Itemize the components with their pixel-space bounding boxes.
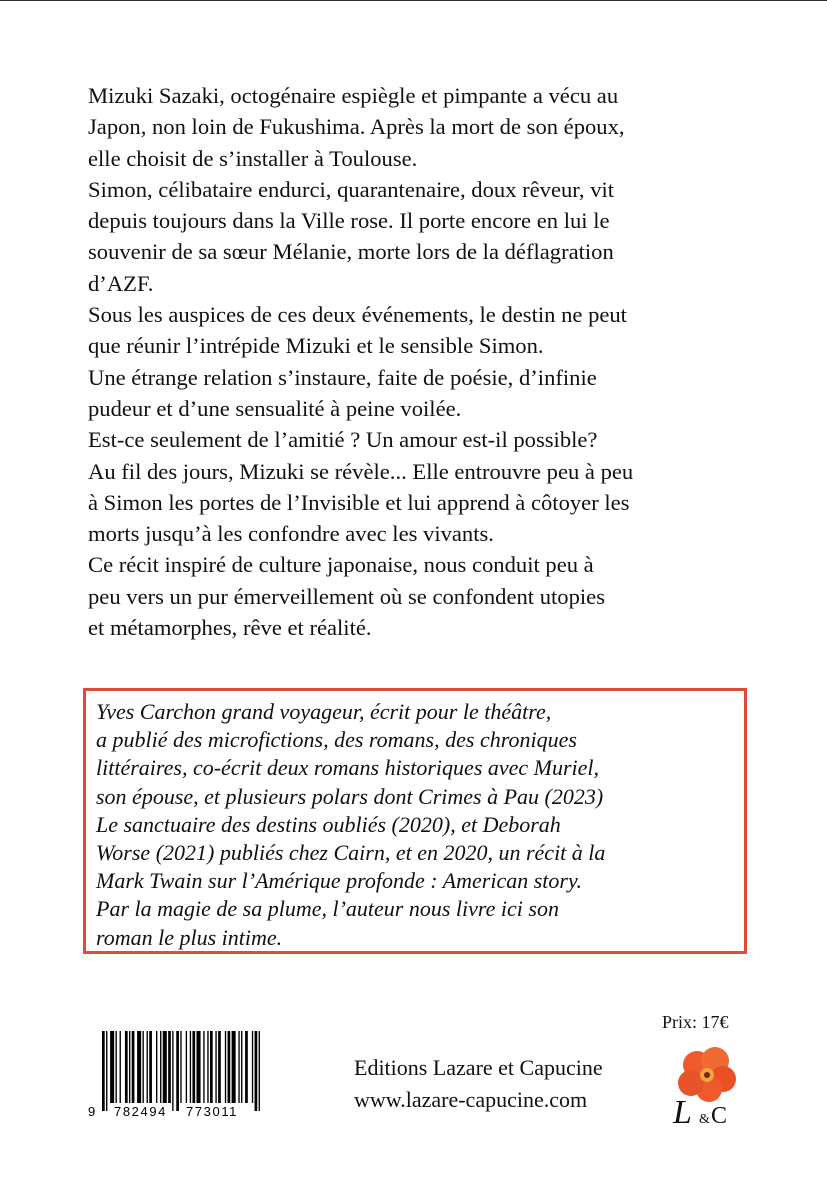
barcode-bar (218, 1031, 221, 1103)
barcode-first-digit: 9 (88, 1104, 96, 1119)
author-bio-box (83, 688, 747, 954)
price-label: Prix: 17€ (662, 1012, 729, 1032)
barcode-bar (120, 1031, 121, 1103)
author-bio-line: roman le plus intime. (96, 924, 283, 950)
barcode-bar (110, 1031, 114, 1103)
barcode-bar (172, 1031, 173, 1111)
synopsis-line: Mizuki Sazaki, octogénaire espiègle et pimpante a vécu au (88, 83, 619, 108)
barcode-bar (252, 1031, 253, 1103)
barcode-bar (197, 1031, 201, 1103)
synopsis-text (88, 80, 758, 643)
barcode-bar (176, 1031, 179, 1111)
author-bio-line: a publié des microfictions, des romans, des chroniques (96, 727, 577, 753)
author-bio-line: son épouse, et plusieurs polars dont Crimes à Pau (2023) (96, 783, 604, 809)
synopsis-line: Est-ce seulement de l’amitié ? Un amour est-il possible? (88, 427, 598, 453)
synopsis-line: Une étrange relation s’instaure, faite de poésie, d’infinie (88, 364, 597, 390)
barcode-bar (207, 1031, 208, 1103)
barcode-bar (245, 1031, 248, 1103)
barcode-digits-right: 773011 (186, 1104, 239, 1119)
publisher-logo (667, 1045, 747, 1125)
barcode-bar (160, 1031, 161, 1103)
barcode-bar (180, 1031, 181, 1103)
barcode-bar (116, 1031, 117, 1103)
barcode-bar (106, 1031, 107, 1111)
barcode-bars (102, 1031, 260, 1111)
barcode-bar (241, 1031, 242, 1103)
barcode-bar (255, 1031, 258, 1111)
barcode-bar (215, 1031, 216, 1103)
synopsis-line: et métamorphes, rêve et réalité. (88, 615, 372, 641)
barcode-digits-left: 782494 (114, 1104, 167, 1119)
synopsis-line: d’AZF. (88, 270, 154, 296)
barcode-bar (149, 1031, 152, 1103)
barcode-bar (238, 1031, 239, 1103)
synopsis-line: pudeur et d’une sensualité à peine voilée. (88, 395, 462, 421)
author-bio-line: Le sanctuaire des destins oubliés (2020), et Deborah (96, 811, 561, 837)
synopsis-line: que réunir l’intrépide Mizuki et le sensible Simon. (88, 333, 544, 359)
author-bio-line: Worse (2021) publiés chez Cairn, et en 2020, un récit à la (96, 840, 606, 866)
barcode-bar (192, 1031, 195, 1103)
barcode-bar (168, 1031, 171, 1103)
synopsis-line: Ce récit inspiré de culture japonaise, nous conduit peu à (88, 552, 594, 578)
barcode-bar (132, 1031, 135, 1103)
synopsis-line: Simon, célibataire endurci, quarantenaire, doux rêveur, vit (88, 176, 615, 202)
synopsis-line: elle choisit de s’installer à Toulouse. (88, 145, 418, 171)
logo-letter-l: L (673, 1094, 692, 1125)
synopsis-line: Japon, non loin de Fukushima. Après la mort de son époux, (88, 114, 625, 140)
barcode-bar (203, 1031, 204, 1103)
synopsis-line: peu vers un pur émerveillement où se confondent utopies (88, 583, 605, 609)
barcode-bar (259, 1031, 260, 1111)
publisher-website: www.lazare-capucine.com (354, 1087, 588, 1112)
barcode-bar (228, 1031, 231, 1103)
barcode-bar (190, 1031, 191, 1103)
synopsis-line: Au fil des jours, Mizuki se révèle... Elle entrouvre peu à peu (88, 458, 634, 484)
author-bio-line: littéraires, co-écrit deux romans historiques avec Muriel, (96, 755, 600, 781)
page-top-border (0, 0, 827, 1)
logo-ampersand: & (699, 1112, 710, 1125)
author-bio-line: Yves Carchon grand voyageur, écrit pour le théâtre, (96, 699, 552, 724)
barcode-bar (147, 1031, 148, 1103)
barcode-bar (102, 1031, 105, 1111)
barcode-bar (143, 1031, 144, 1103)
barcode-bar (156, 1031, 157, 1103)
barcode-bar (137, 1031, 141, 1103)
barcode-bar (163, 1031, 167, 1103)
barcode-bar (225, 1031, 226, 1103)
synopsis-line: souvenir de sa sœur Mélanie, morte lors de la déflagration (88, 239, 614, 265)
barcode-bar (210, 1031, 213, 1103)
barcode-bar (129, 1031, 130, 1103)
barcode-bar (125, 1031, 128, 1103)
synopsis-line: à Simon les portes de l’Invisible et lui apprend à côtoyer les (88, 489, 630, 515)
author-bio-line: Mark Twain sur l’Amérique profonde : American story. (96, 868, 582, 894)
publisher-name: Editions Lazare et Capucine (354, 1055, 603, 1080)
isbn-barcode (86, 1031, 264, 1119)
synopsis-line: Sous les auspices de ces deux événements, le destin ne peut (88, 302, 627, 328)
synopsis-line: depuis toujours dans la Ville rose. Il porte encore en lui le (88, 208, 610, 234)
logo-letter-c: C (711, 1103, 728, 1125)
barcode-bar (186, 1031, 187, 1103)
synopsis-line: morts jusqu’à les confondre avec les vivants. (88, 521, 494, 547)
author-bio-line: Par la magie de sa plume, l’auteur nous livre ici son (96, 896, 559, 922)
publisher-info (354, 1052, 603, 1116)
barcode-bar (232, 1031, 236, 1103)
